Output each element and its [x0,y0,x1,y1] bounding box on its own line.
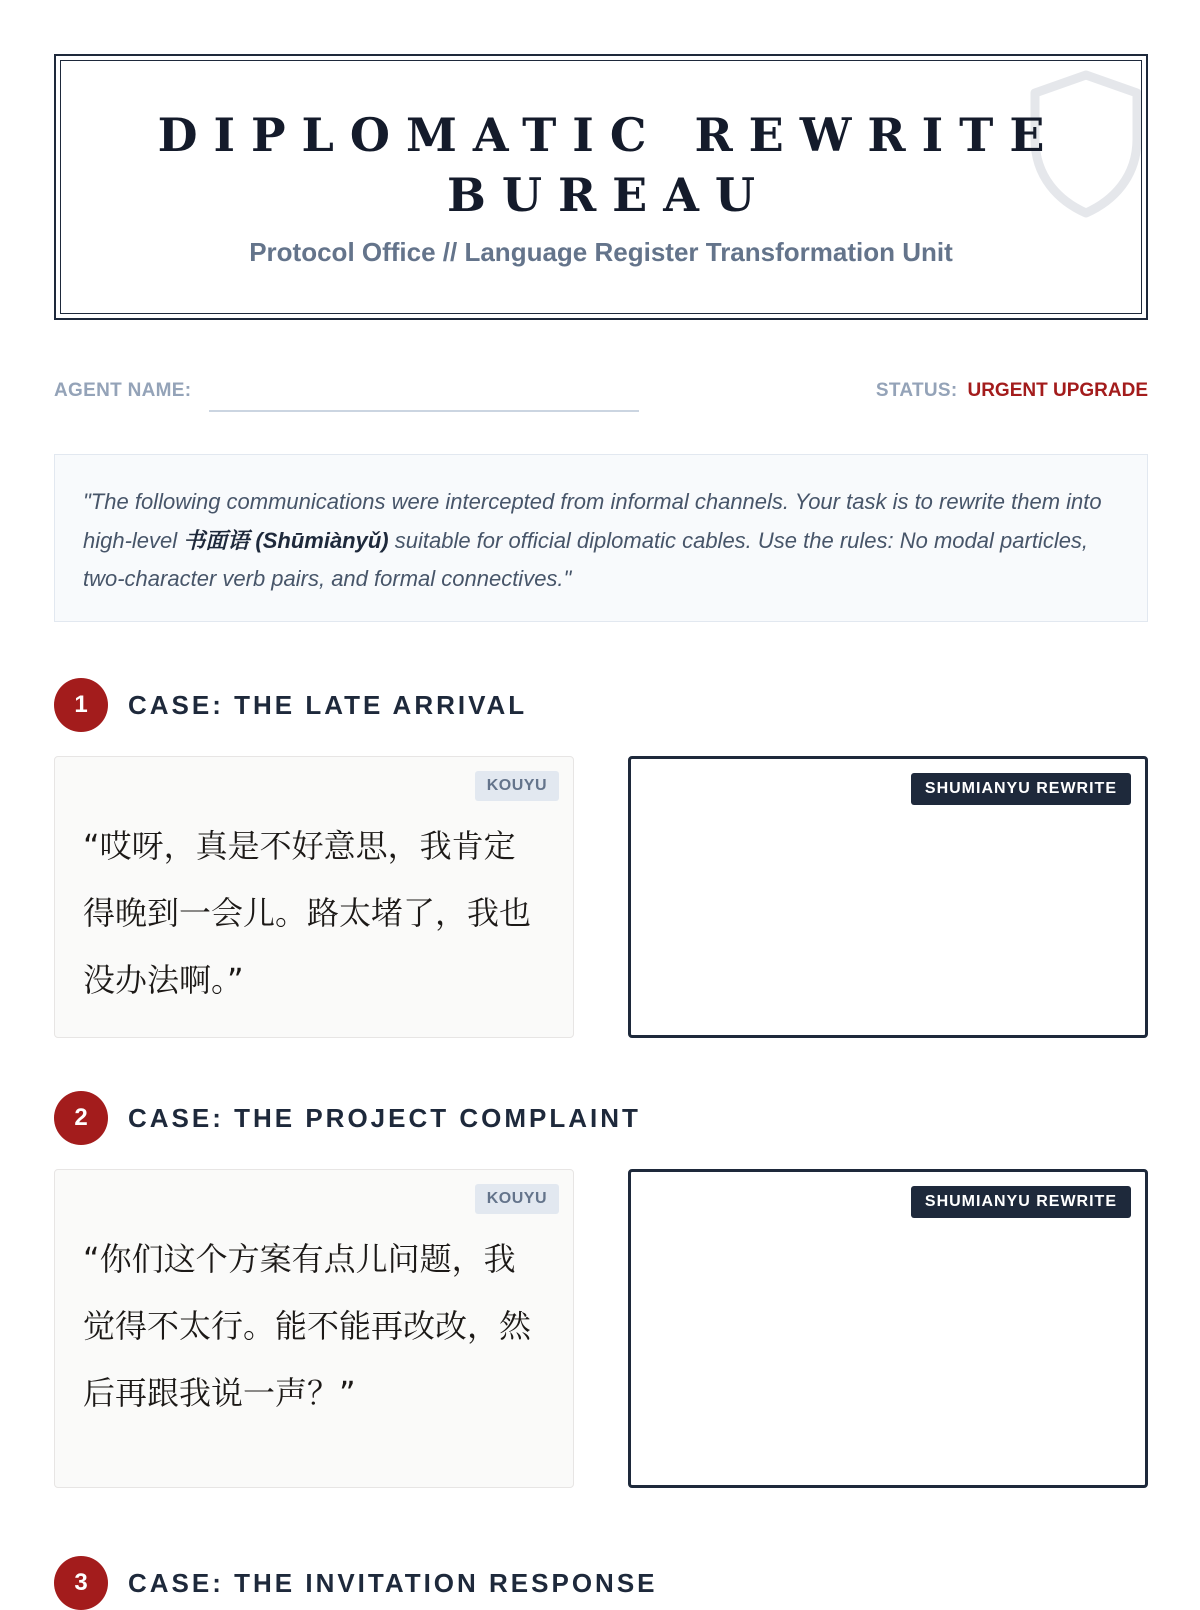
case-number-badge: 2 [54,1091,108,1145]
kouyu-source-text: “哎呀，真是不好意思，我肯定得晚到一会儿。路太堵了，我也没办法啊。” [83,827,532,999]
header-box [54,54,1148,320]
case-title: CASE: THE PROJECT COMPLAINT [128,1103,641,1133]
header-inner-frame [60,60,1142,314]
kouyu-source-card [54,756,574,1038]
status-badge: URGENT UPGRADE [967,380,1148,401]
kouyu-source-text: “你们这个方案有点儿问题，我觉得不太行。能不能再改改，然后再跟我说一声？” [83,1240,532,1412]
shumianyu-rewrite-tag: SHUMIANYU REWRITE [911,1186,1131,1218]
rewrite-answer-box [628,1169,1148,1488]
shumianyu-rewrite-tag: SHUMIANYU REWRITE [911,773,1131,805]
case-3 [54,1556,1148,1610]
agent-status-row [54,374,1148,414]
case-header [54,678,1148,732]
agent-name-input[interactable] [209,378,639,412]
status-label: STATUS: [875,380,958,401]
case-title: CASE: THE LATE ARRIVAL [128,690,528,720]
instruction-text-start: "The following communications were intercepted from informal channels. Your task is to rewrite them into high-level [83,489,1102,553]
kouyu-tag: KOUYU [475,1184,559,1214]
case-number-badge: 3 [54,1556,108,1610]
rewrite-answer-box [628,756,1148,1038]
status-group [876,380,1148,402]
case-title: CASE: THE INVITATION RESPONSE [128,1568,658,1598]
worksheet-page [54,54,1148,1598]
case-1 [54,678,1148,999]
case-header [54,1556,1148,1610]
case-number-badge: 1 [54,678,108,732]
page-title: DIPLOMATIC REWRITE BUREAU [157,108,1061,222]
instruction-quote [54,454,1148,622]
kouyu-source-card [54,1169,574,1488]
case-header [54,1091,1148,1145]
kouyu-tag: KOUYU [475,771,559,801]
case-2 [54,1091,1148,1412]
instruction-emphasis: 书面语 (Shūmiànyǔ) [183,527,389,553]
page-subtitle: Protocol Office // Language Register Transformation Unit [249,237,953,267]
rewrite-answer-input[interactable] [631,1172,1145,1485]
instruction-text-end: suitable for official diplomatic cables. Use the rules: No modal particles, two-character verb pairs, and formal connectives." [83,527,1089,591]
agent-name-label: AGENT NAME: [54,380,192,401]
